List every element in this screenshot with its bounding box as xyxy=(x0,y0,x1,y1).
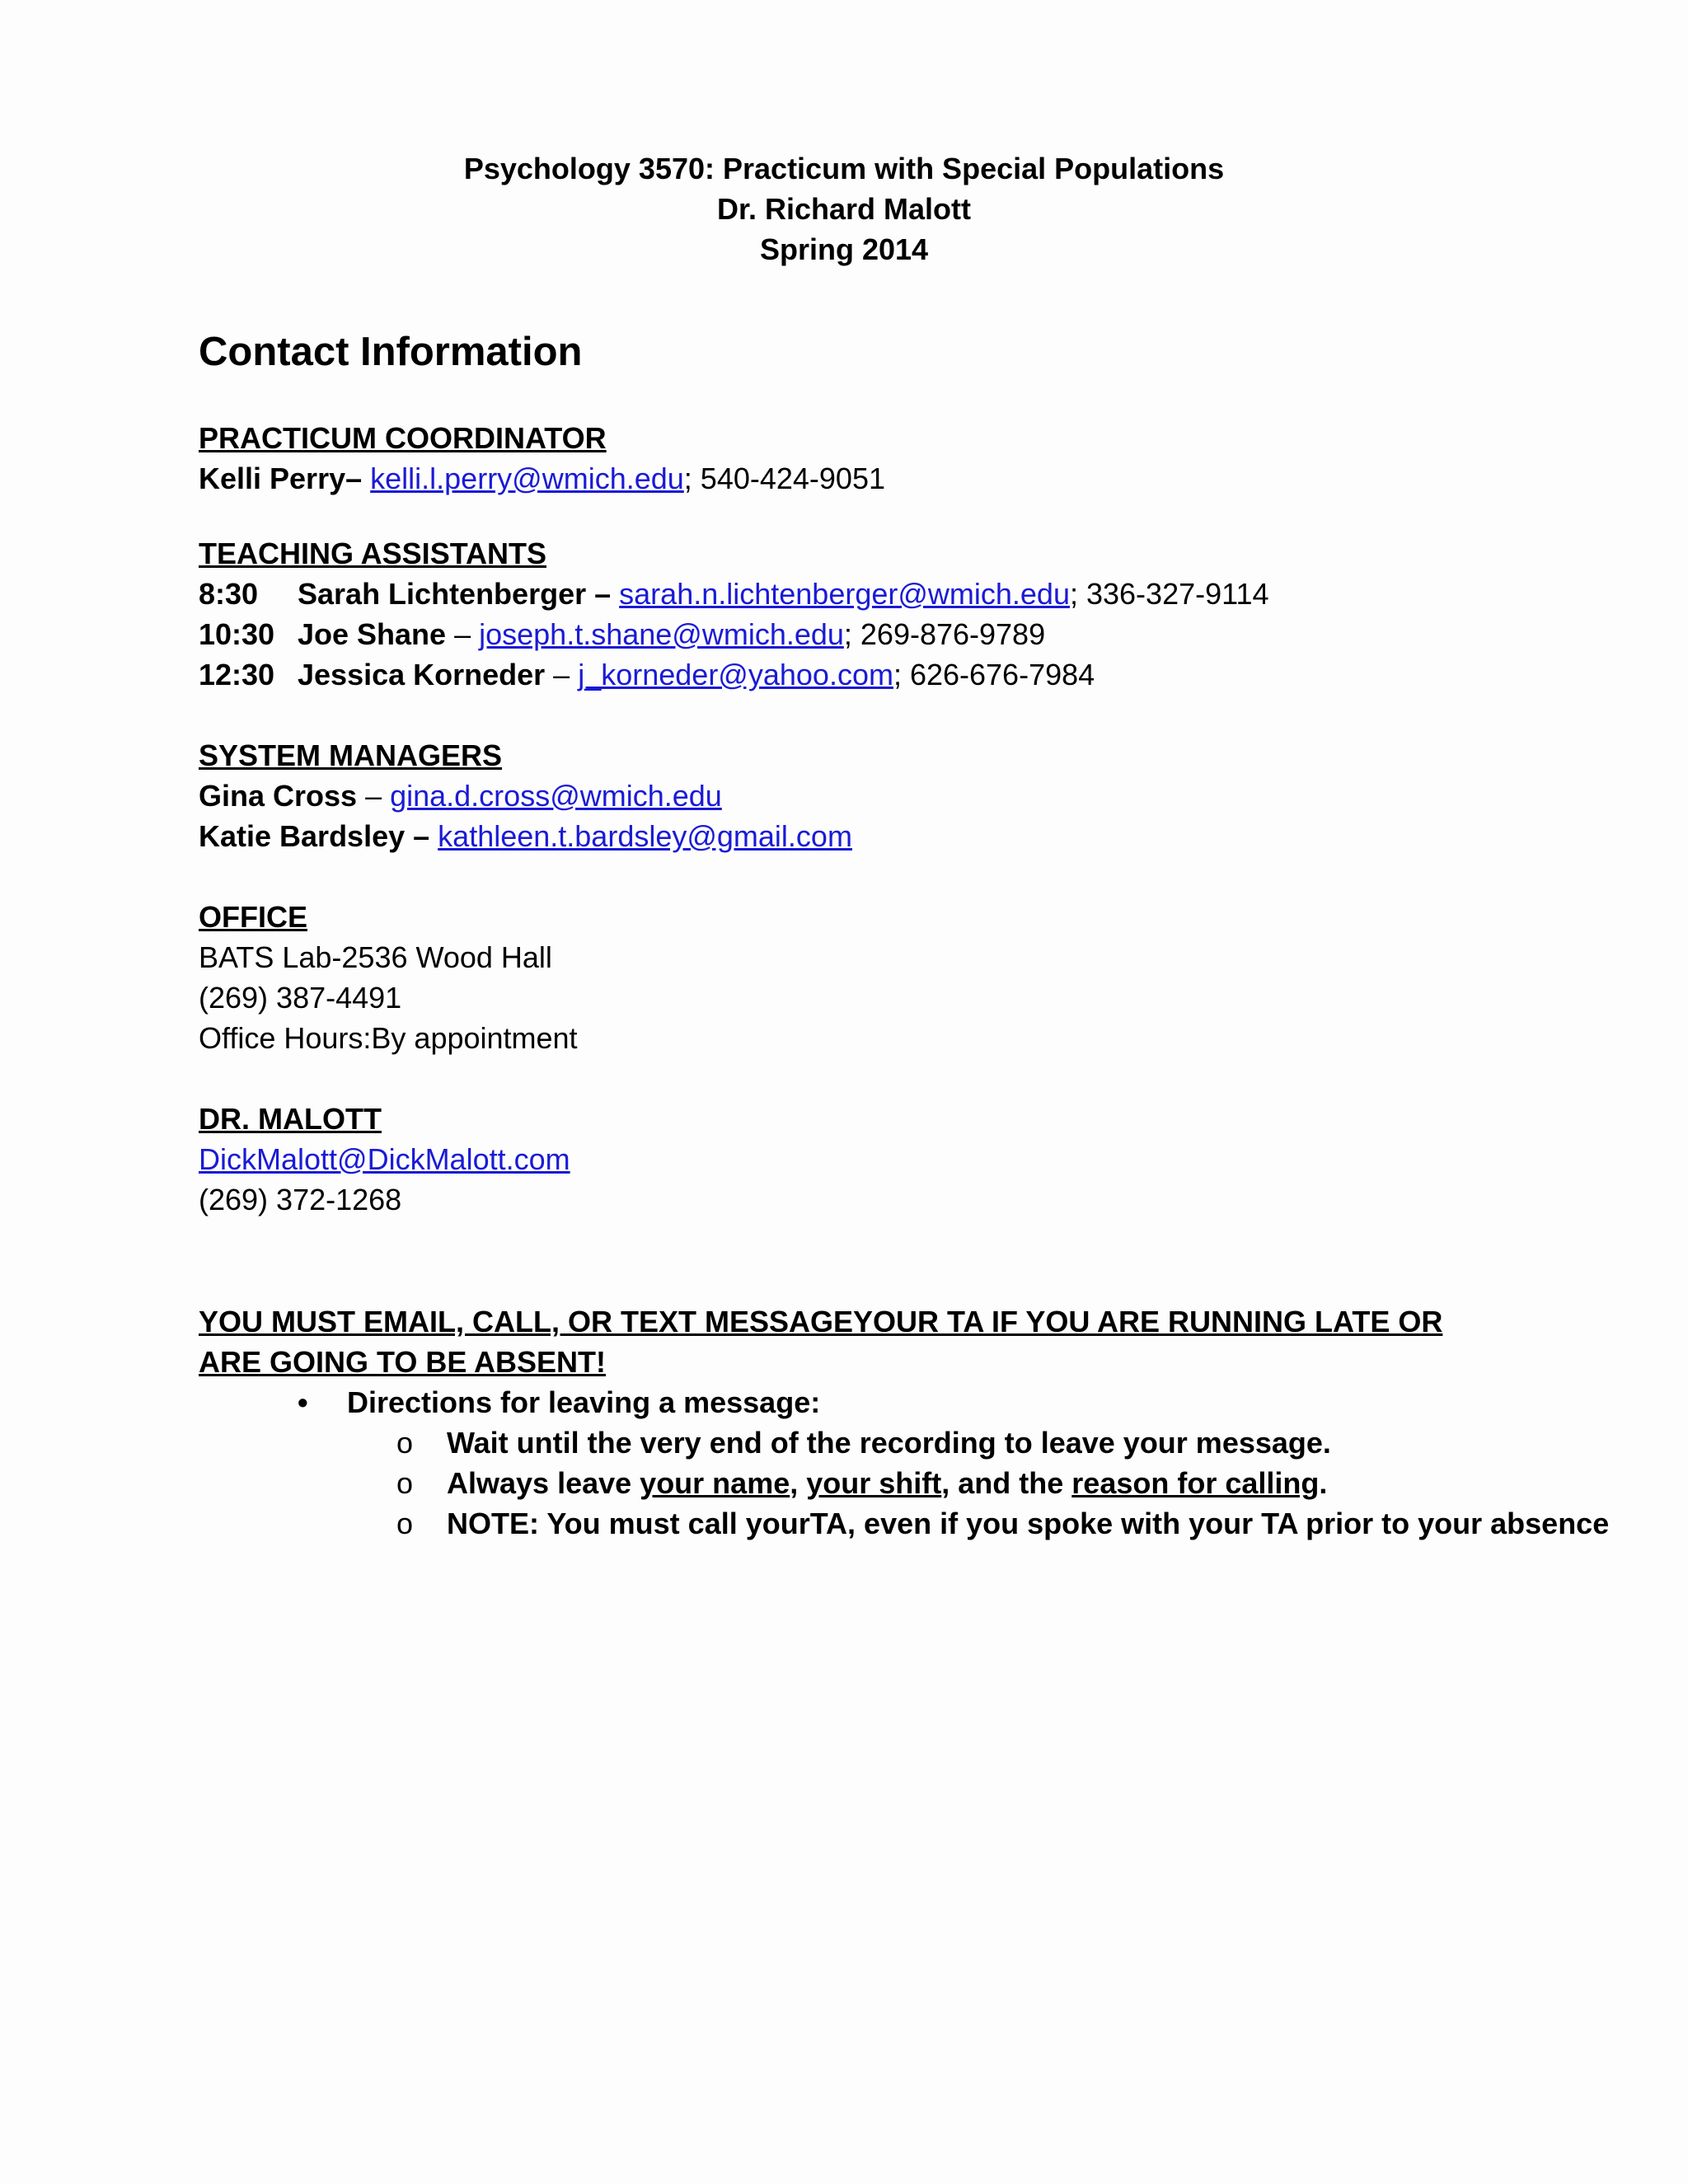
course-title: Psychology 3570: Practicum with Special Populations xyxy=(463,152,1225,185)
malott-heading: DR. MALOTT xyxy=(199,1102,382,1136)
manager-row xyxy=(199,776,852,816)
ta-heading: TEACHING ASSISTANTS xyxy=(199,537,547,570)
manager-row xyxy=(199,816,852,856)
your-name-text: your name xyxy=(640,1466,790,1500)
coordinator-phone: ; 540-424-9051 xyxy=(683,462,885,495)
malott-section xyxy=(199,1099,570,1220)
sub-item-wait: Wait until the very end of the recording to leave your message. xyxy=(447,1426,1331,1460)
bullet-marker: • xyxy=(298,1385,308,1419)
coordinator-section xyxy=(199,418,885,499)
sub-bullet-marker: o xyxy=(396,1507,414,1540)
office-phone: (269) 387-4491 xyxy=(199,981,402,1015)
ta-name: Sarah Lichtenberger – xyxy=(298,577,612,611)
office-section xyxy=(199,897,578,1058)
instructor-name: Dr. Richard Malott xyxy=(716,192,972,226)
and-the-text: , and the xyxy=(941,1466,1072,1500)
list-item xyxy=(199,1463,1667,1503)
ta-phone: ; 626-676-7984 xyxy=(893,658,1095,691)
office-location: BATS Lab-2536 Wood Hall xyxy=(199,940,552,974)
office-hours: Office Hours:By appointment xyxy=(199,1021,578,1055)
ta-row xyxy=(199,574,1269,614)
sub-bullet-marker: o xyxy=(396,1426,414,1460)
coordinator-email-link[interactable]: kelli.l.perry@wmich.edu xyxy=(370,462,684,495)
ta-section xyxy=(199,533,1269,695)
ta-name: Jessica Korneder xyxy=(298,658,546,691)
ta-email-link[interactable]: joseph.t.shane@wmich.edu xyxy=(479,617,844,651)
ta-email-link[interactable]: j_korneder@yahoo.com xyxy=(578,658,893,691)
manager-email-link[interactable]: kathleen.t.bardsley@gmail.com xyxy=(438,819,852,853)
ta-shift-time: 10:30 xyxy=(199,617,275,651)
list-item xyxy=(199,1503,1667,1544)
malott-email-row xyxy=(199,1139,570,1179)
page-title: Contact Information xyxy=(199,330,583,374)
ta-dash: – xyxy=(446,617,480,651)
coordinator-row xyxy=(199,458,885,499)
ta-row xyxy=(199,614,1269,654)
ta-dash: – xyxy=(545,658,579,691)
ta-shift-time: 8:30 xyxy=(199,577,259,611)
sub-bullet-marker: o xyxy=(396,1466,414,1500)
manager-name: Gina Cross xyxy=(199,779,358,813)
office-heading: OFFICE xyxy=(199,900,307,934)
system-managers-heading: SYSTEM MANAGERS xyxy=(199,738,503,772)
manager-dash: – xyxy=(357,779,391,813)
manager-email-link[interactable]: gina.d.cross@wmich.edu xyxy=(390,779,722,813)
absence-notice xyxy=(199,1301,1667,1544)
your-shift-text: your shift xyxy=(806,1466,942,1500)
ta-email-link[interactable]: sarah.n.lichtenberger@wmich.edu xyxy=(619,577,1070,611)
coordinator-name: Kelli Perry– xyxy=(199,462,363,495)
ta-phone: ; 336-327-9114 xyxy=(1069,577,1269,611)
absence-warning: YOU MUST EMAIL, CALL, OR TEXT MESSAGEYOUR TA IF YOU ARE RUNNING LATE OR ARE GOING TO BE ABSENT! xyxy=(199,1305,1443,1379)
ta-row xyxy=(199,654,1269,695)
coordinator-heading: PRACTICUM COORDINATOR xyxy=(199,421,607,455)
system-managers-section xyxy=(199,735,852,856)
document-header xyxy=(0,148,1688,269)
sub-item-always xyxy=(447,1466,1327,1500)
reason-text: reason for calling xyxy=(1071,1466,1320,1500)
ta-phone: ; 269-876-9789 xyxy=(843,617,1046,651)
ta-name: Joe Shane xyxy=(298,617,447,651)
list-item xyxy=(199,1382,1667,1422)
ta-shift-time: 12:30 xyxy=(199,658,275,691)
malott-email-link[interactable]: DickMalott@DickMalott.com xyxy=(199,1142,570,1176)
term: Spring 2014 xyxy=(759,232,929,266)
period-text: . xyxy=(1319,1466,1328,1500)
comma-text: , xyxy=(790,1466,807,1500)
sub-item-note: NOTE: You must call yourTA, even if you spoke with your TA prior to your absence xyxy=(447,1507,1610,1540)
manager-name: Katie Bardsley – xyxy=(199,819,430,853)
list-item xyxy=(199,1422,1667,1463)
malott-phone: (269) 372-1268 xyxy=(199,1183,402,1216)
always-prefix: Always leave xyxy=(447,1466,640,1500)
bullet-text: Directions for leaving a message: xyxy=(347,1385,821,1419)
